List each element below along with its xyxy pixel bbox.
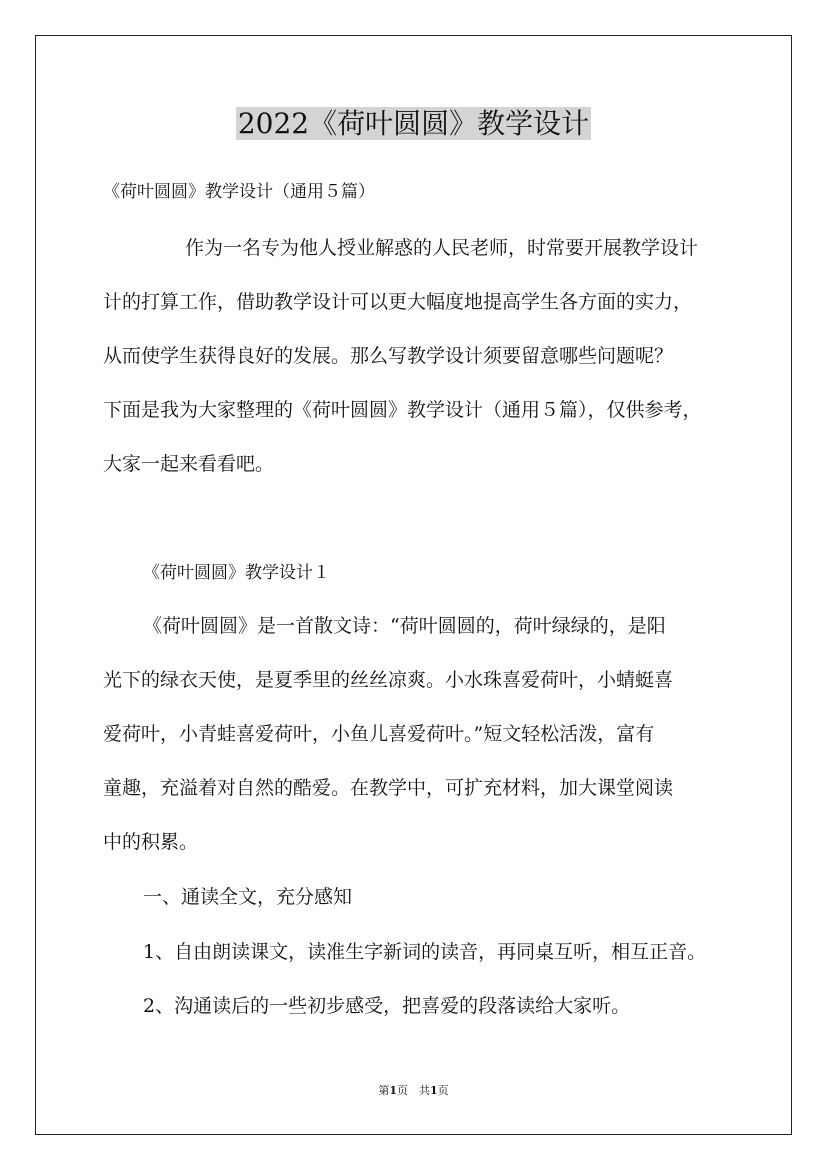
intro-line-2: 计的打算工作，借助教学设计可以更大幅度地提高学生各方面的实力， [103, 291, 693, 313]
step-item-2: 2、沟通读后的一些初步感受，把喜爱的段落读给大家听。 [143, 995, 631, 1017]
footer-page-total: 1 [430, 1084, 438, 1097]
intro-line-4: 下面是我为大家整理的《荷叶圆圆》教学设计（通用５篇），仅供参考， [103, 399, 702, 421]
document-title [0, 104, 827, 144]
intro-line-1: 作为一名专为他人授业解惑的人民老师，时常要开展教学设计 [185, 237, 699, 259]
page-footer [0, 1083, 827, 1099]
intro-line-5: 大家一起来看看吧。 [103, 453, 275, 475]
document-title-text: 2022《荷叶圆圆》教学设计 [237, 107, 590, 140]
section-line-3: 爱荷叶，小青蛙喜爱荷叶，小鱼儿喜爱荷叶。”短文轻松活泼，富有 [103, 723, 655, 745]
section-line-2: 光下的绿衣天使，是夏季里的丝丝凉爽。小水珠喜爱荷叶，小蜻蜓喜 [103, 669, 674, 691]
section-heading: 《荷叶圆圆》教学设计１ [143, 563, 330, 583]
document-subtitle: 《荷叶圆圆》教学设计（通用５篇） [103, 182, 375, 202]
footer-page-current: 1 [389, 1084, 397, 1097]
footer-page-prefix: 第 [378, 1084, 390, 1097]
step-item-1: 1、自由朗读课文，读准生字新词的读音，再同桌互听，相互正音。 [143, 941, 707, 963]
step-heading: 一、通读全文，充分感知 [143, 886, 353, 908]
footer-page-mid: 页 共 [397, 1084, 430, 1097]
section-line-5: 中的积累。 [103, 831, 199, 853]
section-line-1: 《荷叶圆圆》是一首散文诗：“荷叶圆圆的，荷叶绿绿的，是阳 [143, 615, 666, 637]
footer-page-suffix: 页 [437, 1084, 449, 1097]
intro-line-3: 从而使学生获得良好的发展。那么写教学设计须要留意哪些问题呢？ [103, 345, 674, 367]
section-line-4: 童趣，充溢着对自然的酷爱。在教学中，可扩充材料，加大课堂阅读 [103, 777, 674, 799]
